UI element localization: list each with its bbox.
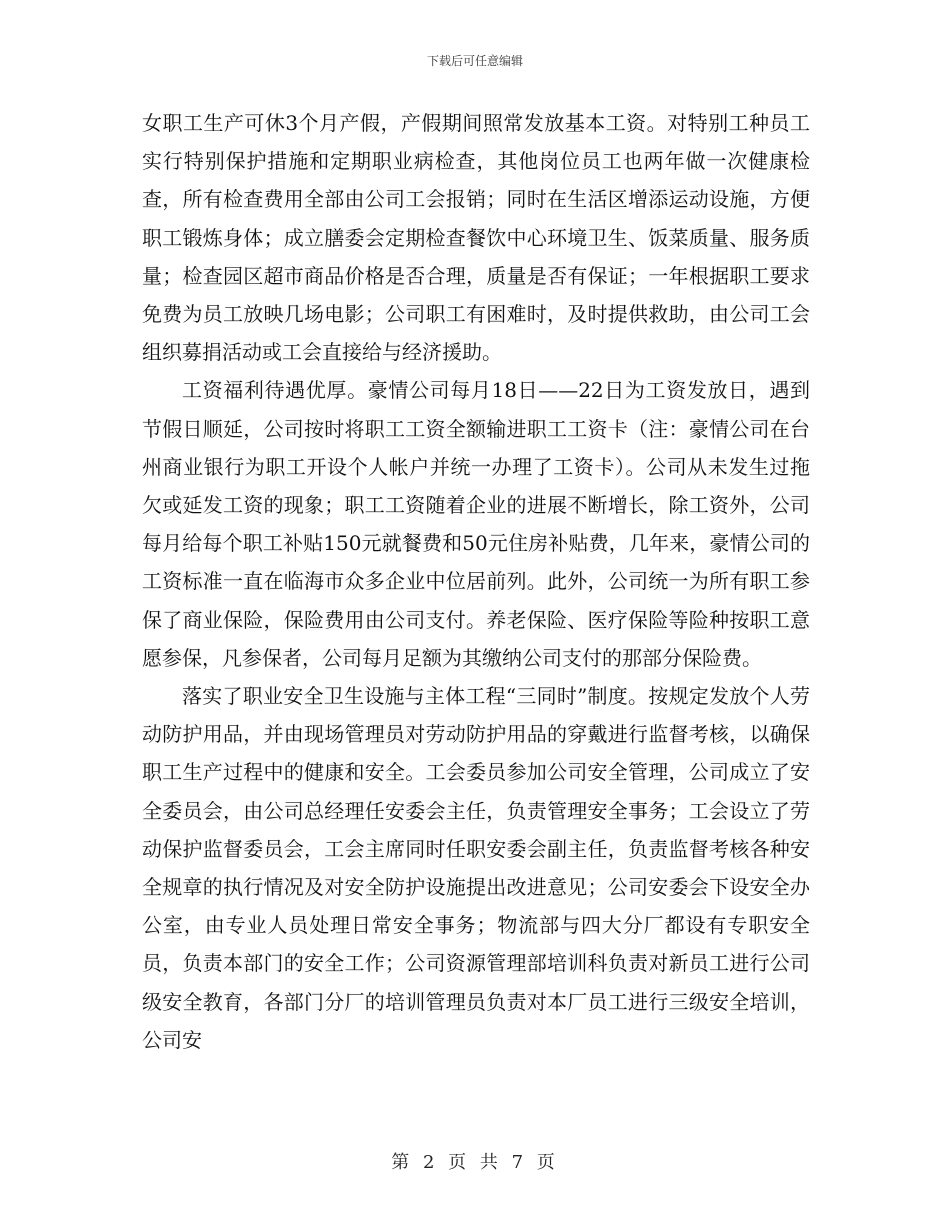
page-header: 下载后可任意编辑 [426, 54, 523, 68]
document-body [142, 104, 810, 1059]
page-number: 第 2 页 共 7 页 [391, 1152, 559, 1173]
paragraph-safety: 落实了职业安全卫生设施与主体工程“三同时”制度。按规定发放个人劳动防护用品，并由现场管理员对劳动防护用品的穿戴进行监督考核，以确保职工生产过程中的健康和安全。工会委员参加公司安全管理，公司成立了安全委员会，由公司总经理任安委会主任，负责管理安全事务；工会设立了劳动保护监督委员会，工会主席同时任职安委会副主任，负责监督考核各种安全规章的执行情况及对安全防护设施提出改进意见；公司安委会下设安全办公室，由专业人员处理日常安全事务；物流部与四大分厂都设有专职安全员，负责本部门的安全工作；公司资源管理部培训科负责对新员工进行公司级安全教育，各部门分厂的培训管理员负责对本厂员工进行三级安全培训，公司安 [142, 684, 810, 1052]
paragraph-continued: 女职工生产可休3个月产假，产假期间照常发放基本工资。对特别工种员工实行特别保护措施和定期职业病检查，其他岗位员工也两年做一次健康检查，所有检查费用全部由公司工会报销；同时在生活区增添运动设施，方便职工锻炼身体；成立膳委会定期检查餐饮中心环境卫生、饭菜质量、服务质量；检查园区超市商品价格是否合理，质量是否有保证；一年根据职工要求免费为员工放映几场电影；公司职工有困难时，及时提供救助，由公司工会组织募捐活动或工会直接给与经济援助。 [142, 111, 810, 365]
paragraph-wages-benefits: 工资福利待遇优厚。豪情公司每月18日——22日为工资发放日，遇到节假日顺延，公司按时将职工工资全额输进职工工资卡（注：豪情公司在台州商业银行为职工开设个人帐户并统一办理了工资卡）。公司从未发生过拖欠或延发工资的现象；职工工资随着企业的进展不断增长，除工资外，公司每月给每个职工补贴150元就餐费和50元住房补贴费，几年来，豪情公司的工资标准一直在临海市众多企业中位居前列。此外，公司统一为所有职工参保了商业保险，保险费用由公司支付。养老保险、医疗保险等险种按职工意愿参保，凡参保者，公司每月足额为其缴纳公司支付的那部分保险费。 [142, 378, 810, 670]
